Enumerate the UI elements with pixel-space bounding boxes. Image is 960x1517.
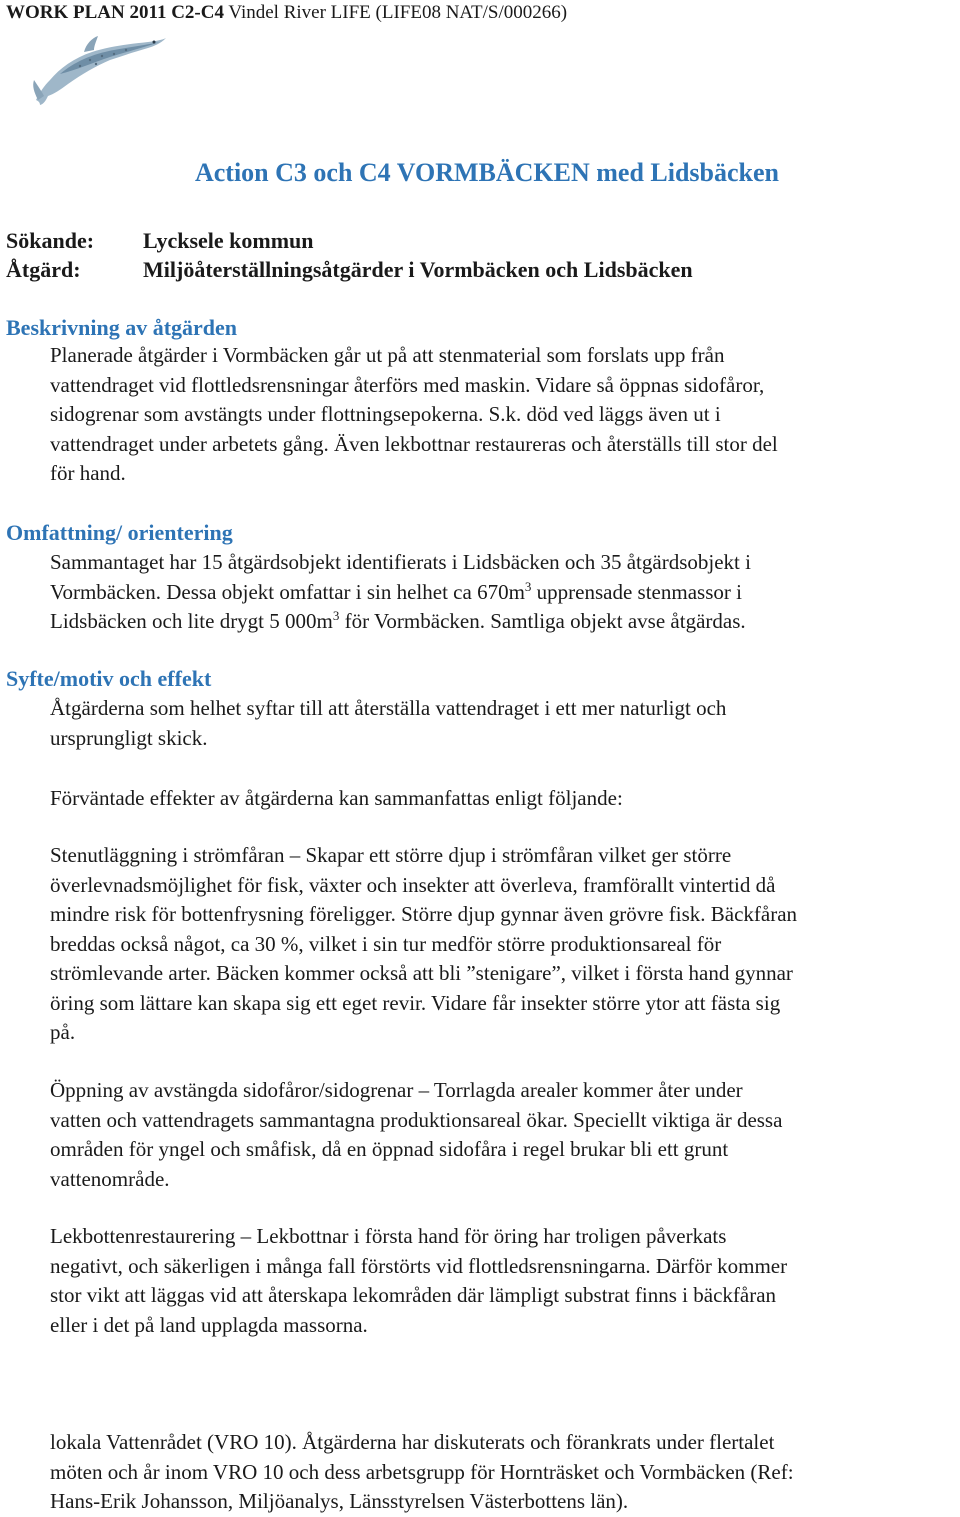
text-line: Stenutläggning i strömfåran – Skapar ett större djup i strömfåran vilket ger större — [50, 843, 732, 867]
section-heading-omfattning: Omfattning/ orientering — [6, 520, 233, 545]
applicant-row — [6, 228, 314, 254]
text-line: vattenområde. — [50, 1166, 170, 1191]
document-header — [6, 2, 567, 24]
section-heading-beskrivning: Beskrivning av åtgärden — [6, 315, 238, 340]
text-line: på. — [50, 1020, 76, 1044]
page-title: Action C3 och C4 VORMBÄCKEN med Lidsbäcken — [194, 158, 780, 187]
paragraph-intro — [50, 784, 960, 814]
text-line: ursprungligt skick. — [50, 725, 208, 750]
header-work-plan: WORK PLAN 2011 C2-C4 — [6, 2, 224, 23]
text-line: Lidsbäcken och lite drygt 5 $000m^3$ för Vormbäcken. Samtliga objekt avse åtgärdas. — [50, 608, 746, 633]
text-line: Planerade åtgärder i Vormbäcken går ut på att stenmaterial som forslats upp från — [50, 343, 725, 367]
text-line: Hans-Erik Johansson, Miljöanalys, Länsstyrelsen Västerbottens län). — [50, 1489, 629, 1513]
text-line: Vormbäcken. Dessa objekt omfattar i sin helhet ca $670m^3$ upprensade stenmassor i — [50, 578, 742, 604]
text-line: eller i det på land upplagda massorna. — [50, 1312, 368, 1337]
text-line: Förväntade effekter av åtgärderna kan sammanfattas enligt följande: — [50, 786, 623, 810]
text-line: vattendraget under arbetets gång. Även lekbottnar restaureras och återställs till stor del — [50, 431, 778, 456]
text-line: för hand. — [50, 461, 126, 485]
action-value: Miljöåterställningsåtgärder i Vormbäcken och Lidsbäcken — [143, 257, 693, 282]
action-row — [6, 257, 693, 283]
text-line: Åtgärderna som helhet syftar till att återställa vattendraget i ett mer naturligt och — [50, 696, 727, 720]
text-line: Lekbottenrestaurering – Lekbottnar i första hand för öring har troligen påverkats — [50, 1224, 727, 1248]
header-project: Vindel River LIFE (LIFE08 NAT/S/000266) — [223, 2, 568, 23]
action-label: Åtgärd: — [6, 257, 81, 282]
text-line: breddas också något, ca 30 %, vilket i sin tur medför större produktionsareal för — [50, 931, 722, 956]
text-line: mindre risk för bottenfrysning föreligger. Större djup gynnar även grövre fisk. Bäckfåran — [50, 902, 798, 926]
text-line: stor vikt att läggas vid att återskapa lekområden där lämpligt substrat finns i bäckfåran — [50, 1283, 777, 1307]
text-line: öring som lättare kan skapa sig ett eget revir. Vidare får insekter större ytor att fästa sig — [50, 990, 781, 1015]
text-line: möten och år inom VRO 10 och dess arbetsgrupp för Hornträsket och Vormbäcken (Ref: — [50, 1459, 794, 1484]
text-line: Öppning av avstängda sidofåror/sidogrenar – Torrlagda arealer kommer åter under — [50, 1078, 743, 1102]
paragraph-stenutlaggning — [50, 841, 960, 1048]
paragraph-lekbotten — [50, 1222, 960, 1340]
text-line: lokala Vattenrådet (VRO 10). Åtgärderna har diskuterats och förankrats under flertalet — [50, 1430, 775, 1454]
applicant-label: Sökande: — [6, 228, 95, 253]
section-heading-syfte: Syfte/motiv och effekt — [6, 666, 212, 691]
text-line: strömlevande arter. Bäcken kommer också att bli ”stenigare”, vilket i första hand gynnar — [50, 961, 793, 985]
applicant-value: Lycksele kommun — [143, 228, 314, 253]
text-line: negativt, och säkerligen i många fall förstörts vid flottledsrensningarna. Därför kommer — [50, 1253, 788, 1278]
paragraph-beskrivning — [50, 341, 960, 489]
text-line: områden för yngel och småfisk, då en öppnad sidofåra i regel brukar bli ett grunt — [50, 1137, 729, 1161]
text-line: sidogrenar som avstängts under flottningsepokerna. S.k. död ved läggs även ut i — [50, 402, 721, 426]
paragraph-syfte — [50, 694, 960, 753]
text-line: vatten och vattendragets sammantagna produktionsareal ökar. Speciellt viktiga är dessa — [50, 1107, 783, 1132]
salmon-icon — [30, 30, 170, 105]
text-line: Sammantaget har 15 åtgärdsobjekt identifierats i Lidsbäcken och 35 åtgärdsobjekt i — [50, 550, 751, 574]
paragraph-omfattning — [50, 548, 960, 637]
paragraph-vro — [50, 1428, 960, 1517]
paragraph-oppning — [50, 1076, 960, 1194]
text-line: vattendraget vid flottledsrensningar återförs med maskin. Vidare så öppnas sidofåror, — [50, 372, 765, 397]
text-line: överlevnadsmöjlighet för fisk, växter och insekter att överleva, framförallt vintertid då — [50, 872, 776, 897]
